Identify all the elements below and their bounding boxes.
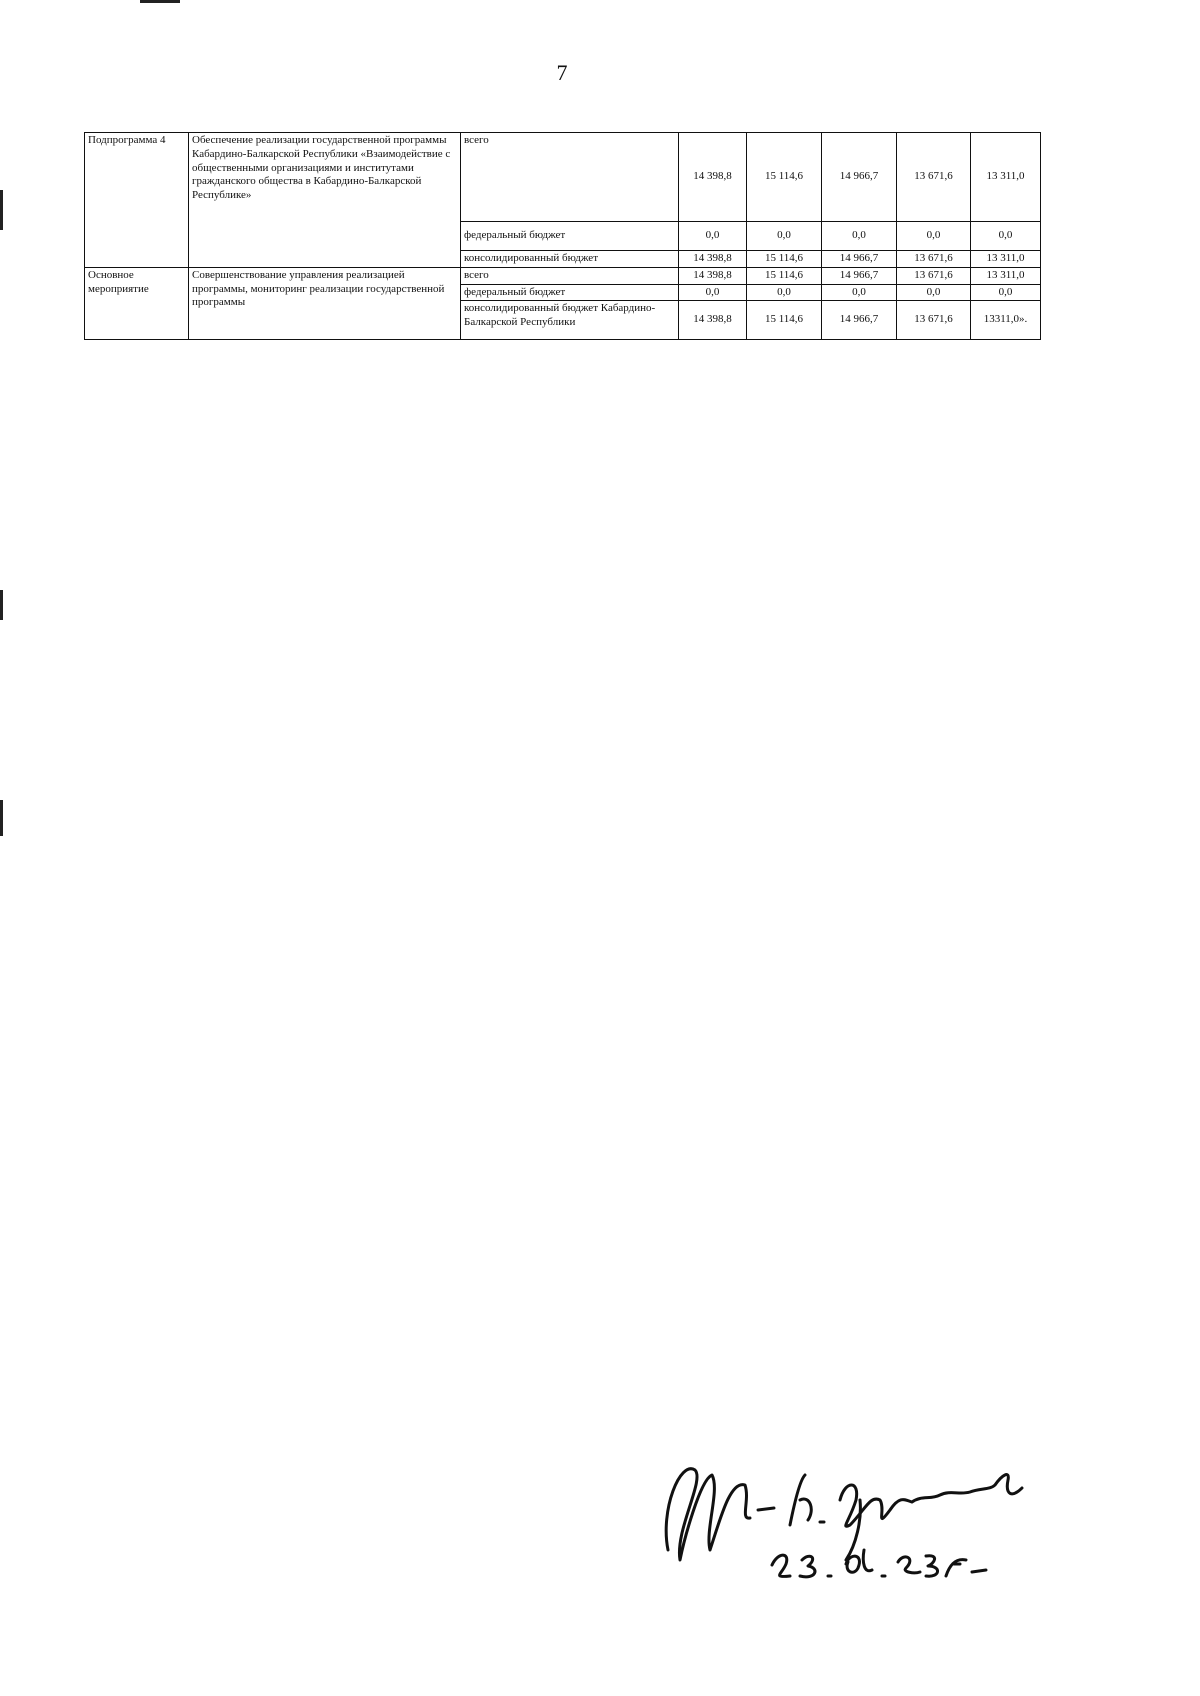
value-cell: 13 671,6	[897, 301, 971, 340]
value-cell: 0,0	[897, 222, 971, 251]
table-row	[85, 133, 1041, 222]
funding-source: федеральный бюджет	[461, 222, 679, 251]
value-cell: 0,0	[897, 284, 971, 301]
value-cell: 13 311,0	[971, 267, 1041, 284]
value-cell: 0,0	[822, 284, 897, 301]
value-cell: 14 966,7	[822, 301, 897, 340]
scan-artifact	[0, 190, 3, 230]
budget-table	[84, 132, 1041, 340]
value-cell: 0,0	[679, 284, 747, 301]
scan-artifact	[0, 590, 3, 620]
value-cell: 13 311,0	[971, 251, 1041, 268]
value-cell: 14 398,8	[679, 133, 747, 222]
value-cell: 15 114,6	[747, 301, 822, 340]
value-cell: 14 966,7	[822, 251, 897, 268]
value-cell: 13 671,6	[897, 133, 971, 222]
value-cell: 0,0	[679, 222, 747, 251]
funding-source: консолидированный бюджет Кабардино-Балкарской Республики	[461, 301, 679, 340]
handwritten-signature	[650, 1440, 1070, 1590]
page-number: 7	[556, 60, 568, 85]
value-cell: 13 311,0	[971, 133, 1041, 222]
scan-artifact	[0, 800, 3, 836]
value-cell: 13311,0».	[971, 301, 1041, 340]
value-cell: 14 966,7	[822, 133, 897, 222]
value-cell: 0,0	[747, 284, 822, 301]
value-cell: 0,0	[971, 222, 1041, 251]
row-label: Подпрограмма 4	[85, 133, 189, 268]
value-cell: 14 966,7	[822, 267, 897, 284]
value-cell: 0,0	[971, 284, 1041, 301]
funding-source: консолидированный бюджет	[461, 251, 679, 268]
funding-source: федеральный бюджет	[461, 284, 679, 301]
value-cell: 14 398,8	[679, 251, 747, 268]
value-cell: 15 114,6	[747, 267, 822, 284]
value-cell: 0,0	[747, 222, 822, 251]
value-cell: 15 114,6	[747, 251, 822, 268]
table-row	[85, 267, 1041, 284]
scan-artifact	[140, 0, 180, 3]
value-cell: 15 114,6	[747, 133, 822, 222]
value-cell: 0,0	[822, 222, 897, 251]
funding-source: всего	[461, 267, 679, 284]
row-label: Основное мероприятие	[85, 267, 189, 340]
value-cell: 13 671,6	[897, 251, 971, 268]
row-description: Обеспечение реализации государственной программы Кабардино-Балкарской Республики «Взаимодействие с общественными организациями и институтами гражданского общества в Кабардино-Балкарской Республике»	[189, 133, 461, 268]
value-cell: 13 671,6	[897, 267, 971, 284]
value-cell: 14 398,8	[679, 267, 747, 284]
funding-source: всего	[461, 133, 679, 222]
row-description: Совершенствование управления реализацией программы, мониторинг реализации государственной программы	[189, 267, 461, 340]
value-cell: 14 398,8	[679, 301, 747, 340]
